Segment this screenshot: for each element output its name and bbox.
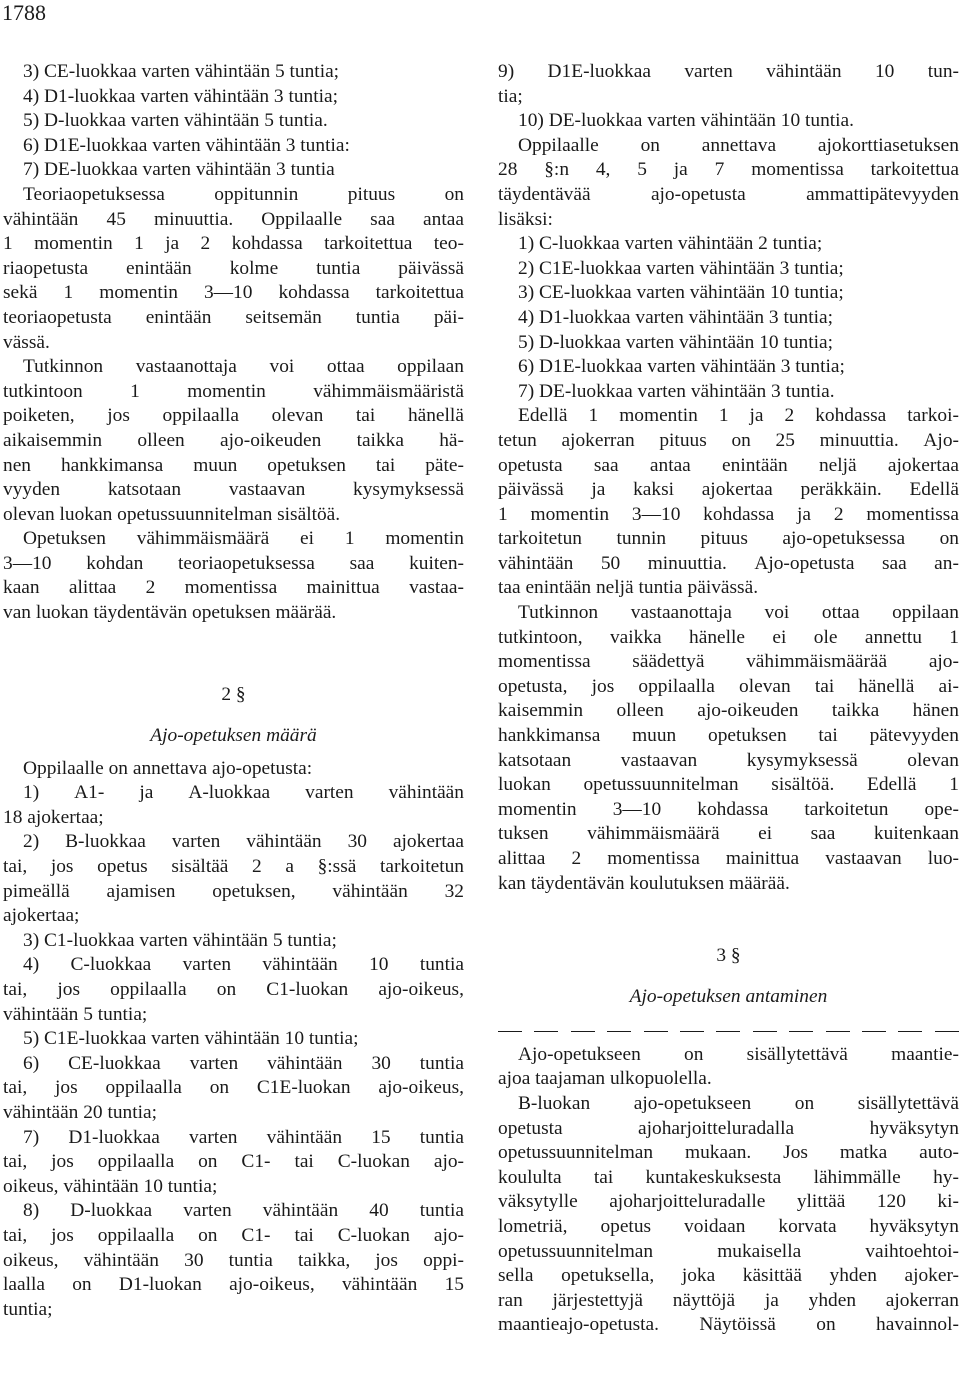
omission-dash <box>826 1031 850 1043</box>
text-line: taa enintään neljä tuntia päivässä. <box>498 577 759 599</box>
text-line: 5) D-luokkaa varten vähintään 5 tuntia. <box>23 110 328 132</box>
text-line: 2) B-luokkaa varten vähintään 30 ajokertaa <box>23 831 464 853</box>
text-line: vässä. <box>3 331 50 353</box>
text-line: tai, jos opetus sisältää 2 a §:ssä tarkoitetun <box>3 856 464 878</box>
text-line: opetussuunnitelman mukaisella vaihtoehtoi- <box>498 1240 959 1262</box>
text-line: luokan opetussuunnitelman sisältöä. Edellä 1 <box>498 774 959 796</box>
text-line: 4) D1-luokkaa varten vähintään 3 tuntia; <box>518 306 833 328</box>
text-line: alittaa 2 momentissa mainittua vastaavan luo- <box>498 848 959 869</box>
text-line: 7) DE-luokkaa varten vähintään 3 tuntia <box>23 159 335 181</box>
text-line: Oppilaalle on annettava ajo-opetusta: <box>23 757 313 779</box>
text-line: ran järjestettyjä näyttöjä ja yhden ajokerran <box>498 1289 959 1311</box>
text-line: päivässä ja kaksi ajokertaa peräkkäin. Edellä <box>498 479 959 501</box>
text-line: van luokan täydentävän opetuksen määrää. <box>3 602 337 624</box>
text-line: opetusta, jos oppilaalla olevan tai hänellä ai- <box>498 675 959 697</box>
text-line: momentissa säädettyä vähimmäismäärää ajo- <box>498 651 959 673</box>
text-line: 10) DE-luokkaa varten vähintään 10 tuntia. <box>518 110 854 132</box>
text-line: vähintään 5 tuntia; <box>3 1003 148 1025</box>
text-line: 6) D1E-luokkaa varten vähintään 3 tuntia; <box>518 356 845 378</box>
text-line: olevan luokan opetussuunnitelman sisältöä. <box>3 503 341 525</box>
omission-dash <box>789 1031 813 1043</box>
text-line: teoriaopetusta enintään seitsemän tuntia päi- <box>3 306 464 328</box>
text-line: 1) A1- ja A-luokkaa varten vähintään <box>23 782 464 804</box>
section-2-title: Ajo-opetuksen määrä <box>150 724 317 746</box>
text-line: lometriä, opetus voidaan korvata hyväksytyn <box>498 1215 959 1237</box>
text-line: 8) D-luokkaa varten vähintään 40 tuntia <box>23 1200 464 1222</box>
text-line: katsotaan vastaavan kysymyksessä olevan <box>498 749 959 771</box>
text-line: 1) C-luokkaa varten vähintään 2 tuntia; <box>518 233 823 255</box>
text-line: tuntia; <box>3 1298 53 1320</box>
text-line: opetusta ajoharjoitteluradalla hyväksytyn <box>498 1117 959 1139</box>
omission-dash <box>862 1031 886 1043</box>
text-line: 6) CE-luokkaa varten vähintään 30 tuntia <box>23 1052 464 1074</box>
text-line: kan täydentävän koulutuksen määrää. <box>498 872 790 894</box>
section-3-title: Ajo-opetuksen antaminen <box>629 986 828 1008</box>
text-line: 3) CE-luokkaa varten vähintään 10 tuntia; <box>518 282 844 304</box>
text-line: vähintään 20 tuntia; <box>3 1101 158 1123</box>
right-column <box>498 60 959 1338</box>
text-line: tarkoitetun tunnin pituus ajo-opetuksessa on <box>498 528 959 550</box>
omission-dash <box>898 1031 922 1043</box>
text-line: 1 momentin 3—10 kohdassa ja 2 momentissa <box>498 503 959 525</box>
omission-dash-line <box>498 1018 959 1043</box>
omission-dash <box>498 1031 522 1043</box>
omission-dash <box>607 1031 631 1043</box>
text-line: pimeällä ajamisen opetuksen, vähintään 32 <box>3 880 464 902</box>
text-line: vähintään 50 minuuttia. Ajo-opetusta saa an- <box>498 552 959 574</box>
text-line: ajoa taajaman ulkopuolella. <box>498 1068 712 1090</box>
section-3-heading <box>498 936 959 976</box>
text-line: 3—10 kohdan teoriaopetuksessa saa kuiten- <box>3 552 464 574</box>
text-line: nen hankkimansa muun opetuksen tai päte- <box>3 454 464 476</box>
text-line: Oppilaalle on annettava ajokorttiasetuksen <box>518 134 959 156</box>
text-line: tai, jos oppilaalla on C1- tai C-luokan ajo- <box>3 1151 464 1173</box>
omission-dash <box>644 1031 668 1043</box>
text-line: vähintään 45 minuuttia. Oppilaalle saa antaa <box>3 208 464 230</box>
text-line: Edellä 1 momentin 1 ja 2 kohdassa tarkoi- <box>518 405 959 427</box>
text-line: 6) D1E-luokkaa varten vähintään 3 tuntia: <box>23 134 350 156</box>
text-line: tai, jos oppilaalla on C1- tai C-luokan ajo- <box>3 1224 464 1246</box>
text-line: vyyden katsotaan vastaavan kysymyksessä <box>3 479 464 501</box>
text-line: 3) CE-luokkaa varten vähintään 5 tuntia; <box>23 61 340 82</box>
text-line: sella opetuksella, joka käsittää yhden ajoker- <box>498 1265 959 1287</box>
text-line: opetusta saa antaa enintään neljä ajokertaa <box>498 454 959 476</box>
text-line: Tutkinnon vastaanottaja voi ottaa oppilaan <box>518 602 959 624</box>
text-line: 18 ajokertaa; <box>3 806 104 828</box>
text-line: laalla on D1-luokan ajo-oikeus, vähintään 15 <box>3 1274 464 1296</box>
text-line: 4) C-luokkaa varten vähintään 10 tuntia <box>23 954 464 976</box>
text-line: Opetuksen vähimmäismäärä ei 1 momentin <box>23 528 464 550</box>
text-line: täydentävää ajo-opetusta ammattipätevyyden <box>498 183 959 205</box>
text-line: Teoriaopetuksessa oppitunnin pituus on <box>23 183 464 205</box>
text-line: tutkintoon, vaikka hänelle ei ole annettu 1 <box>498 626 959 648</box>
omission-dash <box>680 1031 704 1043</box>
text-line: koululta tai kuntakeskuksesta lähimmälle hy- <box>498 1166 959 1188</box>
text-line: B-luokan ajo-opetukseen on sisällytettävä <box>518 1092 959 1114</box>
left-text-block-2 <box>3 757 464 1323</box>
text-line: oikeus, vähintään 10 tuntia; <box>3 1175 218 1197</box>
text-line: Ajo-opetukseen on sisällytettävä maantie- <box>518 1043 959 1065</box>
text-line: 7) D1-luokkaa varten vähintään 15 tuntia <box>23 1126 464 1148</box>
text-line: tutkintoon 1 momentin vähimmäismääristä <box>3 380 464 402</box>
omission-dash <box>753 1031 777 1043</box>
omission-dash <box>716 1031 740 1043</box>
text-line: opetussuunnitelman mukaan. Jos matka auto- <box>498 1142 959 1164</box>
text-line: riaopetusta enintään kolme tuntia päivässä <box>3 257 464 279</box>
text-line: ajokertaa; <box>3 905 80 927</box>
section-3-number: 3 <box>716 945 727 967</box>
text-line: väksytylle ajoharjoitteluradalle ylittää 120 ki- <box>498 1191 959 1213</box>
omission-dash <box>935 1031 959 1043</box>
text-line: tuksen vähimmäismäärä ei saa kuitenkaan <box>498 823 959 845</box>
text-line: sekä 1 momentin 3—10 kohdassa tarkoitettua <box>3 282 464 304</box>
text-line: maantieajo-opetusta. Näytöissä on havainnol- <box>498 1314 959 1336</box>
right-text-block-2 <box>498 1043 959 1338</box>
section-sign: § <box>730 945 741 967</box>
section-sign: § <box>235 683 246 705</box>
text-line: 28 §:n 4, 5 ja 7 momentissa tarkoitettua <box>498 159 959 181</box>
text-line: tai, jos oppilaalla on C1-luokan ajo-oikeus, <box>3 979 464 1000</box>
section-2-heading <box>3 675 464 715</box>
text-line: kaisemmin olleen ajo-oikeuden taikka hänen <box>498 700 959 722</box>
text-line: aikaisemmin olleen ajo-oikeuden taikka hä- <box>3 429 464 451</box>
text-line: 7) DE-luokkaa varten vähintään 3 tuntia. <box>518 380 835 402</box>
text-line: 5) C1E-luokkaa varten vähintään 10 tuntia; <box>23 1028 359 1050</box>
text-line: 4) D1-luokkaa varten vähintään 3 tuntia; <box>23 85 338 107</box>
omission-dash <box>534 1031 558 1043</box>
text-line: 5) D-luokkaa varten vähintään 10 tuntia; <box>518 331 833 353</box>
omission-dash <box>571 1031 595 1043</box>
page-number: 1788 <box>2 0 46 25</box>
text-line: poiketen, jos oppilaalla olevan tai hänellä <box>3 405 464 427</box>
text-line: tetun ajokerran pituus on 25 minuuttia. Ajo- <box>498 429 959 451</box>
text-line: 2) C1E-luokkaa varten vähintään 3 tuntia; <box>518 257 844 279</box>
text-line: kaan alittaa 2 momentissa mainittua vastaa- <box>3 577 464 599</box>
text-line: hankkimansa muun opetuksen tai pätevyyden <box>498 725 959 747</box>
text-line: oikeus, vähintään 30 tuntia taikka, jos oppi- <box>3 1249 464 1271</box>
left-column <box>3 60 464 1322</box>
text-line: 1 momentin 1 ja 2 kohdassa tarkoitettua teo- <box>3 233 464 255</box>
text-line: Tutkinnon vastaanottaja voi ottaa oppilaan <box>23 356 464 378</box>
text-line: 9) D1E-luokkaa varten vähintään 10 tun- <box>498 61 959 82</box>
text-line: 3) C1-luokkaa varten vähintään 5 tuntia; <box>23 929 337 951</box>
left-text-block-1 <box>3 60 464 626</box>
text-line: tai, jos oppilaalla on C1E-luokan ajo-oikeus, <box>3 1077 464 1099</box>
text-line: tia; <box>498 85 523 107</box>
right-text-block-1 <box>498 60 959 896</box>
section-2-number: 2 <box>221 683 232 705</box>
text-line: momentin 3—10 kohdassa tarkoitetun ope- <box>498 798 959 820</box>
text-line: lisäksi: <box>498 208 553 230</box>
